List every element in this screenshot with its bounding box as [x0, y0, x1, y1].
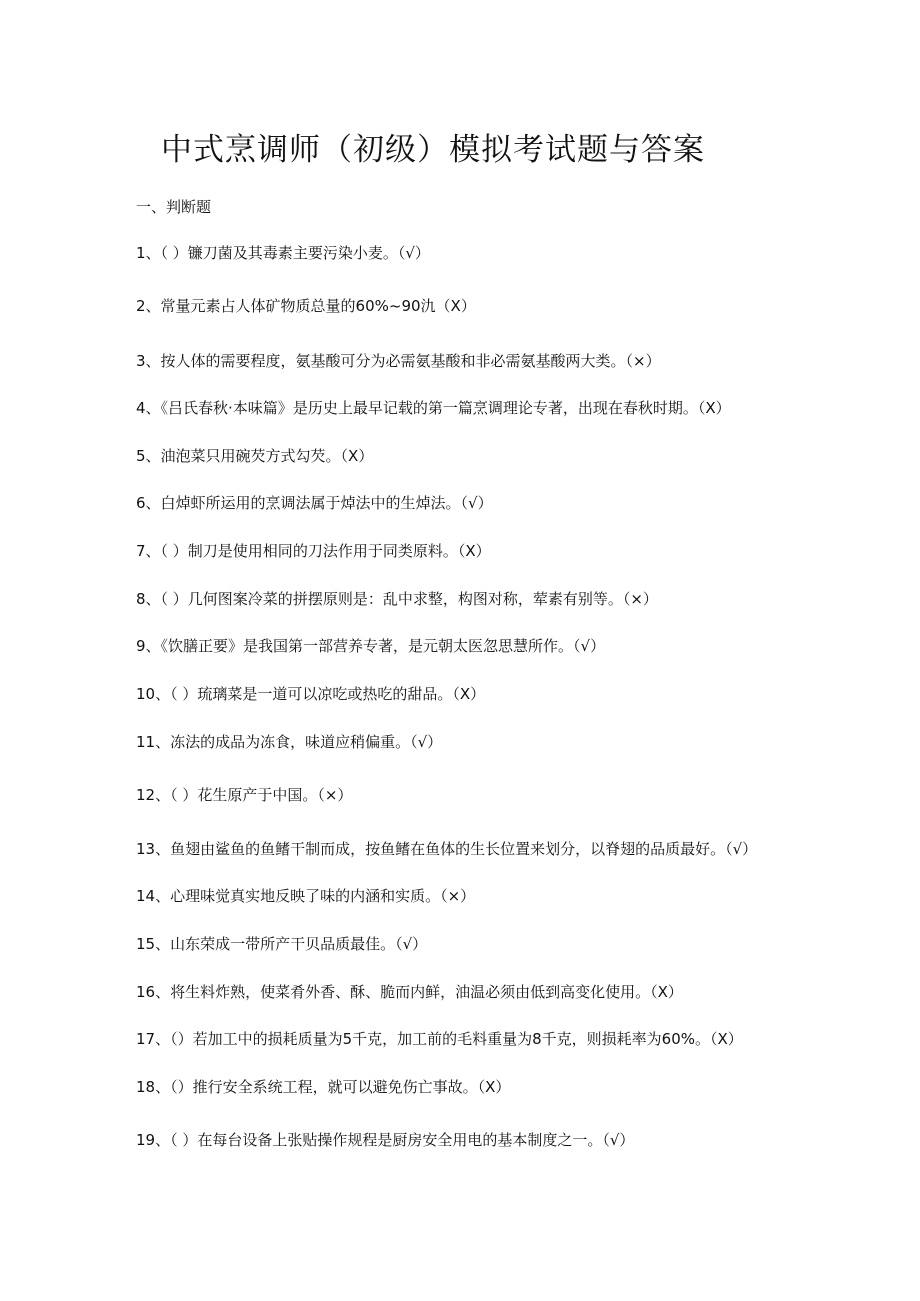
question-item: 5、油泡菜只用碗芡方式勾芡。（X） — [136, 447, 374, 465]
question-item: 13、鱼翅由鲨鱼的鱼鳍干制而成，按鱼鳍在鱼体的生长位置来划分，以脊翅的品质最好。（√） — [136, 840, 758, 858]
question-item: 14、心理味觉真实地反映了味的内涵和实质。（×） — [136, 887, 476, 905]
question-item: 9、《饮膳正要》是我国第一部营养专著，是元朝太医忽思慧所作。（√） — [136, 637, 606, 655]
question-item: 8、（ ）几何图案冷菜的拼摆原则是：乱中求整，构图对称，荤素有别等。（×） — [136, 590, 658, 608]
question-item: 1、（ ）镰刀菌及其毒素主要污染小麦。（√） — [136, 244, 430, 262]
question-item: 16、将生料炸熟，使菜肴外香、酥、脆而内鲜，油温必须由低到高变化使用。（X） — [136, 983, 683, 1001]
question-item: 3、按人体的需要程度，氨基酸可分为必需氨基酸和非必需氨基酸两大类。（×） — [136, 352, 661, 370]
question-item: 10、（ ）琉璃菜是一道可以凉吃或热吃的甜品。（X） — [136, 685, 486, 703]
question-item: 11、冻法的成品为冻食，味道应稍偏重。（√） — [136, 733, 443, 751]
question-item: 15、山东荣成一带所产干贝品质最佳。（√） — [136, 935, 428, 953]
question-item: 17、（）若加工中的损耗质量为5千克，加工前的毛料重量为8千克，则损耗率为60%。（X） — [136, 1030, 743, 1048]
question-item: 19、（ ）在每台设备上张贴操作规程是厨房安全用电的基本制度之一。（√） — [136, 1131, 635, 1149]
section-heading: 一、判断题 — [136, 198, 212, 216]
question-item: 7、（ ）制刀是使用相同的刀法作用于同类原料。（X） — [136, 542, 491, 560]
question-item: 2、常量元素占人体矿物质总量的60%~90氿（X） — [136, 297, 476, 315]
question-item: 18、（）推行安全系统工程，就可以避免伤亡事故。（X） — [136, 1078, 511, 1096]
question-item: 12、（ ）花生原产于中国。（×） — [136, 786, 353, 804]
question-item: 4、《吕氏春秋·本味篇》是历史上最早记载的第一篇烹调理论专著，出现在春秋时期。（X） — [136, 399, 731, 417]
question-item: 6、白焯虾所运用的烹调法属于焯法中的生焯法。（√） — [136, 494, 493, 512]
page-title: 中式烹调师（初级）模拟考试题与答案 — [161, 132, 705, 168]
